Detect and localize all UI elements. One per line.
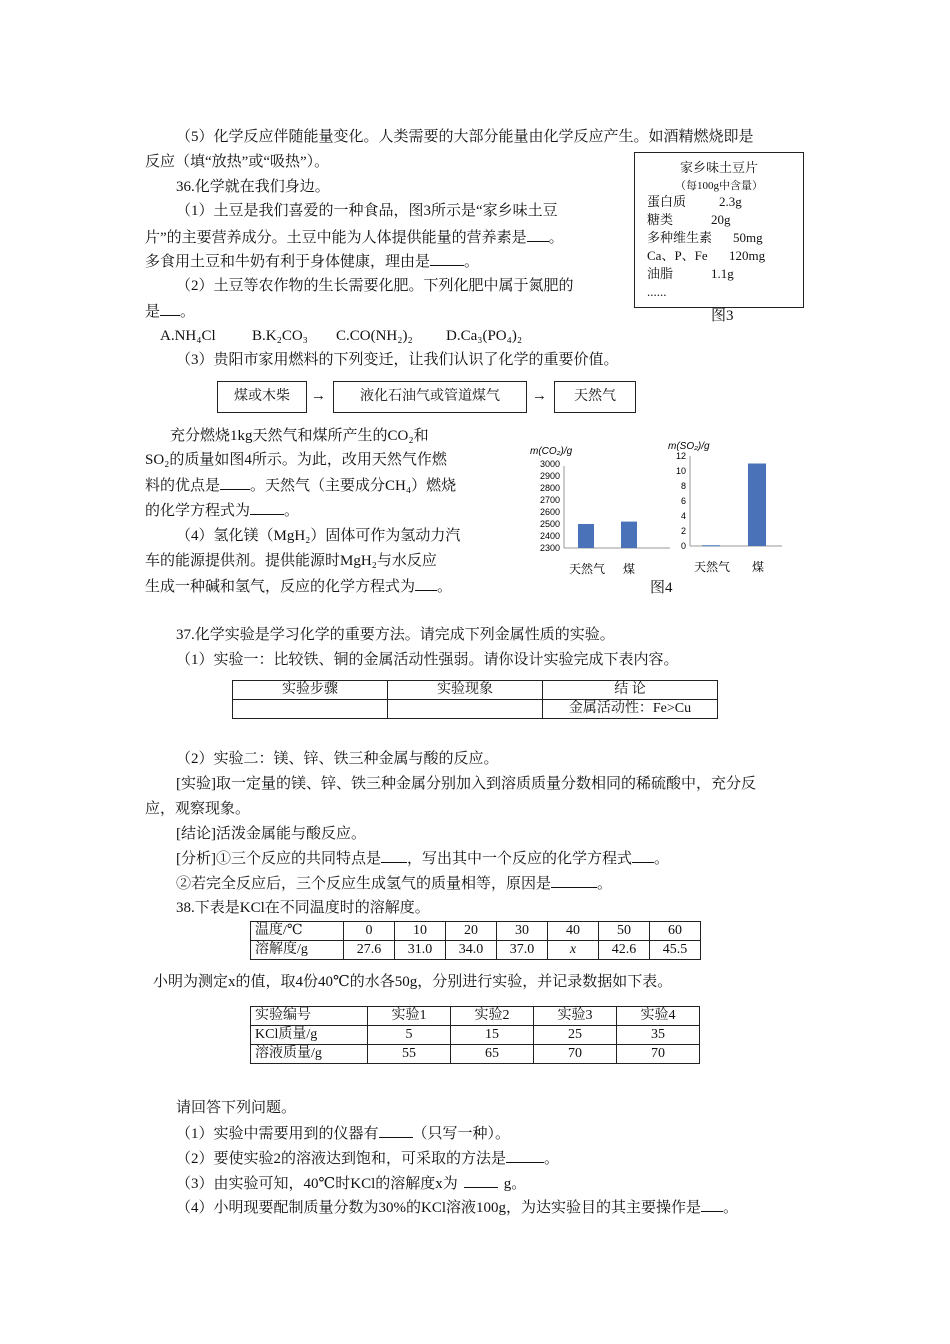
q36-p3-line4 (145, 500, 299, 521)
answer-blank[interactable] (632, 848, 654, 863)
y-tick-label: 8 (680, 481, 686, 491)
nutrient-value: 2.3g (719, 194, 742, 209)
option-c[interactable]: C.CO(NH₂)₂ (336, 328, 413, 344)
bar-natural-gas (578, 524, 594, 548)
q36-p3-line2: SO₂的质量如图4所示。为此，改用天然气作燃 (145, 452, 447, 468)
answer-blank[interactable] (415, 576, 437, 591)
cell-phenomenon[interactable] (388, 700, 543, 719)
nutrient-value: 120mg (729, 248, 766, 263)
text: 生成一种碱和氢气，反应的化学方程式为 (145, 579, 416, 595)
header-phenomenon: 实验现象 (388, 681, 543, 700)
answer-blank[interactable] (527, 227, 549, 242)
table-row (251, 1026, 700, 1045)
so2-chart (660, 436, 785, 581)
arrow-icon: → (311, 388, 326, 404)
q36-p1-line3 (145, 251, 479, 272)
cell: 溶液质量/g (251, 1045, 368, 1064)
nutrition-label (634, 152, 804, 308)
cell: 15 (451, 1026, 534, 1045)
cell: 30 (497, 922, 548, 941)
nutrition-row (647, 247, 765, 265)
nutrition-more: ...... (647, 284, 667, 299)
cell: 50 (599, 922, 650, 941)
q38-q3 (176, 1173, 526, 1194)
nutrient-value: 50mg (733, 230, 763, 245)
option-a[interactable]: A.NH₄Cl (160, 328, 216, 344)
so2-ylabel: m(SO₂)/g (668, 441, 710, 452)
cell: 10 (395, 922, 446, 941)
text: 。 (180, 304, 196, 320)
cell-step[interactable] (233, 700, 388, 719)
q36-p3-line1: 充分燃烧1kg天然气和煤所产生的CO₂和 (170, 428, 429, 444)
y-tick-label: 2300 (539, 543, 560, 553)
text: （3）由实验可知，40℃时KCl的溶解度x为 (176, 1176, 458, 1192)
bar-coal (621, 522, 637, 548)
option-d[interactable]: D.Ca₃(PO₄)₂ (446, 328, 523, 344)
experiment-table (250, 1006, 700, 1064)
cell-conclusion: 金属活动性：Fe>Cu (543, 700, 718, 719)
header-conclusion: 结 论 (543, 681, 718, 700)
nutrient-value: 20g (711, 212, 731, 227)
flow-box-lpg: 液化石油气或管道煤气 (333, 381, 527, 413)
nutrition-row (647, 265, 765, 283)
text: 的化学方程式为 (145, 503, 251, 519)
text: ②若完全反应后，三个反应生成氢气的质量相等，原因是 (176, 876, 552, 892)
text: （2）要使实验2的溶液达到饱和，可采取的方法是 (176, 1151, 507, 1167)
so2-cat-coal: 煤 (751, 560, 765, 574)
answer-blank[interactable] (701, 1197, 723, 1212)
q36-p4-line3 (145, 576, 452, 597)
cell: 35 (617, 1026, 700, 1045)
nutrition-row (647, 211, 765, 229)
y-tick-label: 10 (675, 466, 686, 476)
y-tick-label: 2500 (539, 519, 560, 529)
answer-blank[interactable] (506, 1148, 544, 1163)
nutrition-row (647, 193, 765, 211)
table-row (251, 922, 701, 941)
cell: 0 (344, 922, 395, 941)
q36-p2-line2 (145, 301, 195, 322)
text: ，写出其中一个反应的化学方程式 (407, 851, 633, 867)
text: 。 (548, 230, 564, 246)
arrow-icon: → (532, 388, 547, 404)
fig4-caption: 图4 (650, 580, 673, 596)
text: 是 (145, 304, 161, 320)
cell: x (548, 941, 599, 960)
nutrition-row (647, 229, 765, 247)
q37-conclusion: [结论]活泼金属能与酸反应。 (176, 826, 366, 842)
q36-p4-line1: （4）氢化镁（MgH₂）固体可作为氢动力汽 (176, 528, 461, 544)
text: 料的优点是 (145, 478, 221, 494)
so2-cat-gas: 天然气 (693, 560, 731, 574)
text: （1）实验中需要用到的仪器有 (176, 1126, 379, 1142)
answer-blank[interactable] (220, 475, 250, 490)
q37-analysis (176, 848, 669, 869)
cell: 27.6 (344, 941, 395, 960)
flow-box-gas: 天然气 (554, 381, 636, 413)
q38-intro: 小明为测定x的值，取4份40℃的水各50g，分别进行实验，并记录数据如下表。 (153, 974, 673, 990)
solubility-table (250, 921, 701, 960)
text: 。 (464, 254, 480, 270)
cell: 70 (617, 1045, 700, 1064)
co2-cat-coal: 煤 (622, 562, 636, 576)
q37-title: 37.化学实验是学习化学的重要方法。请完成下列金属性质的实验。 (176, 627, 615, 643)
text: 。天然气（主要成分CH₄）燃烧 (250, 478, 457, 494)
cell: 65 (451, 1045, 534, 1064)
cell: 70 (534, 1045, 617, 1064)
header-step: 实验步骤 (233, 681, 388, 700)
cell: 31.0 (395, 941, 446, 960)
text: 。 (284, 503, 300, 519)
answer-blank[interactable] (551, 873, 597, 888)
answer-blank[interactable] (379, 1123, 413, 1138)
co2-cat-gas: 天然气 (568, 562, 606, 576)
co2-chart (520, 436, 680, 581)
answer-blank[interactable] (464, 1173, 498, 1188)
nutrient-name: 蛋白质 (647, 194, 687, 209)
option-b[interactable]: B.K₂CO₃ (252, 328, 308, 344)
y-tick-label: 2600 (539, 507, 560, 517)
cell: 实验编号 (251, 1007, 368, 1026)
q37-exp-line1: [实验]取一定量的镁、锌、铁三种金属分别加入到溶质质量分数相同的稀硫酸中，充分反 (176, 776, 756, 792)
y-tick-label: 2 (680, 526, 686, 536)
cell: 60 (650, 922, 701, 941)
nutrient-name: 多种维生素 (647, 230, 713, 245)
text: [分析]①三个反应的共同特点是 (176, 851, 381, 867)
cell: 实验4 (617, 1007, 700, 1026)
answer-blank[interactable] (381, 848, 407, 863)
q37-exp-line2: 应，观察现象。 (145, 801, 251, 817)
table-row (251, 1045, 700, 1064)
cell: 25 (534, 1026, 617, 1045)
q36-p1-line1: （1）土豆是我们喜爱的一种食品，图3所示是“家乡味土豆 (176, 203, 558, 219)
q35-line1: （5）化学反应伴随能量变化。人类需要的大部分能量由化学反应产生。如酒精燃烧即是 (176, 129, 754, 145)
cell: 42.6 (599, 941, 650, 960)
fig3-caption: 图3 (711, 308, 734, 324)
bar-coal (748, 464, 766, 547)
cell: 37.0 (497, 941, 548, 960)
q36-p3-line3 (145, 475, 456, 496)
q35-line2 (145, 152, 329, 172)
q36-options (160, 326, 522, 346)
q36-p4-line2: 车的能源提供剂。提供能源时MgH₂与水反应 (145, 553, 437, 569)
flow-box-coal: 煤或木柴 (217, 381, 307, 413)
text: 。 (654, 851, 670, 867)
y-tick-label: 12 (675, 451, 686, 461)
y-tick-label: 6 (680, 496, 686, 506)
answer-blank[interactable] (430, 251, 464, 266)
co2-ylabel: m(CO₂)/g (530, 446, 573, 457)
text: 。 (544, 1151, 560, 1167)
q35-line2-text: 反应（填“放热”或“吸热”）。 (145, 154, 330, 170)
q38-q2 (176, 1148, 559, 1169)
cell: 55 (368, 1045, 451, 1064)
text: g。 (503, 1176, 527, 1192)
cell: 34.0 (446, 941, 497, 960)
cell: 20 (446, 922, 497, 941)
q38-q4 (176, 1197, 738, 1218)
text: （只写一种）。 (412, 1126, 511, 1142)
q36-p3: （3）贵阳市家用燃料的下列变迁，让我们认识了化学的重要价值。 (176, 352, 619, 368)
bar-natural-gas (702, 545, 720, 546)
text: 。 (723, 1200, 739, 1216)
nutrition-title: 家乡味土豆片 (679, 160, 758, 175)
nutrient-name: 糖类 (647, 212, 674, 227)
table-row (233, 700, 718, 719)
cell: 实验3 (534, 1007, 617, 1026)
text: 片”的主要营养成分。土豆中能为人体提供能量的营养素是 (145, 230, 527, 246)
cell: 45.5 (650, 941, 701, 960)
table-header-row (233, 681, 718, 700)
y-tick-label: 3000 (539, 459, 560, 469)
table-header-row (251, 1007, 700, 1026)
nutrition-rows (647, 193, 765, 301)
y-tick-label: 2900 (539, 471, 560, 481)
nutrition-subtitle: （每100g中含量） (675, 180, 763, 192)
cell: 实验1 (368, 1007, 451, 1026)
cell: KCl质量/g (251, 1026, 368, 1045)
nutrient-value: 1.1g (711, 266, 734, 281)
nutrient-name: Ca、P、Fe (647, 248, 708, 263)
q36-title: 36.化学就在我们身边。 (176, 179, 330, 195)
nutrient-name: 油脂 (647, 266, 674, 281)
q37-reason (176, 873, 612, 894)
cell: 溶解度/g (251, 941, 344, 960)
text: 。 (437, 579, 453, 595)
q38-title: 38.下表是KCl在不同温度时的溶解度。 (176, 900, 430, 916)
q37-p1: （1）实验一：比较铁、铜的金属活动性强弱。请你设计实验完成下表内容。 (176, 652, 679, 668)
text: 多食用土豆和牛奶有利于身体健康，理由是 (145, 254, 431, 270)
y-tick-label: 4 (680, 511, 686, 521)
y-tick-label: 2400 (539, 531, 560, 541)
cell: 5 (368, 1026, 451, 1045)
y-tick-label: 2800 (539, 483, 560, 493)
answer-blank[interactable] (250, 500, 284, 515)
metal-activity-table (232, 680, 718, 719)
cell: 温度/℃ (251, 922, 344, 941)
table-row (251, 941, 701, 960)
cell: 实验2 (451, 1007, 534, 1026)
cell: 40 (548, 922, 599, 941)
q38-ask: 请回答下列问题。 (176, 1100, 297, 1116)
answer-blank[interactable] (160, 301, 180, 316)
q36-p1-line2 (145, 227, 564, 248)
q38-q1 (176, 1123, 510, 1144)
q37-p2: （2）实验二：镁、锌、铁三种金属与酸的反应。 (176, 751, 499, 767)
q36-p2-line1: （2）土豆等农作物的生长需要化肥。下列化肥中属于氮肥的 (176, 278, 574, 294)
text: （4）小明现要配制质量分数为30%的KCl溶液100g，为达实验目的其主要操作是 (176, 1200, 702, 1216)
y-tick-label: 0 (680, 541, 686, 551)
text: 。 (597, 876, 613, 892)
y-tick-label: 2700 (539, 495, 560, 505)
